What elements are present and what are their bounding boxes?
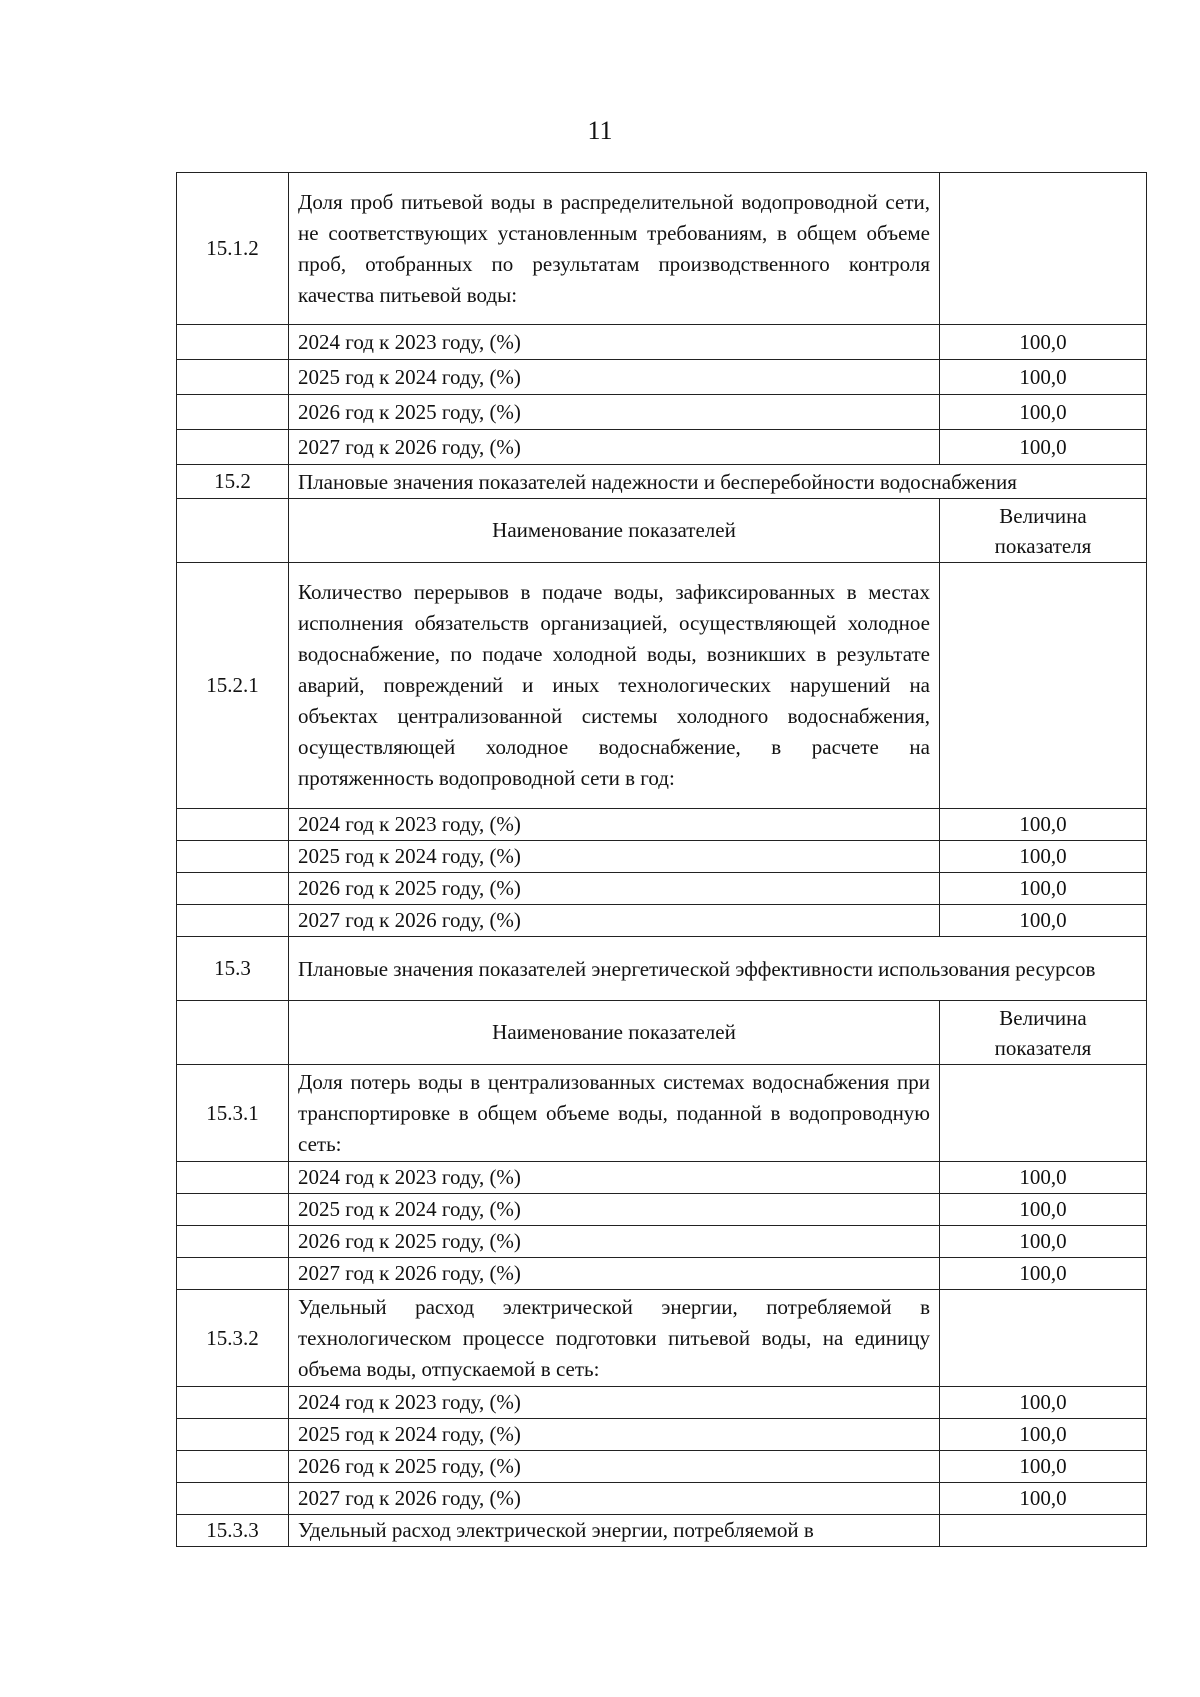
year-label: 2025 год к 2024 году, (%) [289,1194,940,1226]
row-number [177,1451,289,1483]
year-label: 2024 год к 2023 году, (%) [289,1162,940,1194]
year-label: 2024 год к 2023 году, (%) [289,1387,940,1419]
table-row [177,873,1147,905]
row-number [177,1258,289,1290]
row-number [177,1387,289,1419]
table-row [177,1162,1147,1194]
year-label: 2027 год к 2026 году, (%) [289,430,940,465]
indicator-value [940,1290,1147,1387]
year-label: 2026 год к 2025 году, (%) [289,873,940,905]
indicator-name: Количество перерывов в подаче воды, зафиксированных в местах исполнения обязательств организацией, осуществляющей холодное водоснабжение, по подаче холодной воды, возникших в результате аварий, повреждений и иных технологических нарушений на объектах централизованной системы холодного водоснабжения, осуществляющей холодное водоснабжение, в расчете на протяженность водопроводной сети в год: [289,563,940,809]
indicator-value: 100,0 [940,873,1147,905]
row-number [177,905,289,937]
row-number [177,841,289,873]
section-row [177,465,1147,499]
table-row [177,360,1147,395]
table-row [177,1483,1147,1515]
row-number [177,873,289,905]
year-label: 2025 год к 2024 году, (%) [289,841,940,873]
indicator-value: 100,0 [940,395,1147,430]
year-label: 2026 год к 2025 году, (%) [289,395,940,430]
column-header-name: Наименование показателей [289,1001,940,1065]
indicators-table [176,172,1147,1547]
indicator-value: 100,0 [940,1451,1147,1483]
indicator-value [940,1515,1147,1547]
year-label: 2024 год к 2023 году, (%) [289,325,940,360]
year-label: 2027 год к 2026 году, (%) [289,1483,940,1515]
year-label: 2027 год к 2026 году, (%) [289,905,940,937]
indicator-value: 100,0 [940,360,1147,395]
section-number: 15.3 [177,937,289,1001]
row-number [177,499,289,563]
section-row [177,937,1147,1001]
table-row [177,325,1147,360]
indicator-name: Доля потерь воды в централизованных системах водоснабжения при транспортировке в общем объеме воды, поданной в водопроводную сеть: [289,1065,940,1162]
column-header-name: Наименование показателей [289,499,940,563]
table-row [177,1387,1147,1419]
table-row [177,1065,1147,1162]
row-number [177,360,289,395]
table-row [177,841,1147,873]
year-label: 2025 год к 2024 году, (%) [289,360,940,395]
indicator-value: 100,0 [940,1419,1147,1451]
section-title: Плановые значения показателей надежности и бесперебойности водоснабжения [289,465,1147,499]
indicator-value: 100,0 [940,1483,1147,1515]
row-number [177,395,289,430]
table-row [177,395,1147,430]
row-number [177,1162,289,1194]
table-row [177,1258,1147,1290]
row-number [177,1194,289,1226]
indicator-name: Удельный расход электрической энергии, потребляемой в технологическом процессе подготовки питьевой воды, на единицу объема воды, отпускаемой в сеть: [289,1290,940,1387]
year-label: 2025 год к 2024 году, (%) [289,1419,940,1451]
row-number: 15.3.3 [177,1515,289,1547]
row-number [177,325,289,360]
table-row [177,173,1147,325]
indicator-value: 100,0 [940,430,1147,465]
table-row [177,1194,1147,1226]
indicator-value [940,563,1147,809]
year-label: 2024 год к 2023 году, (%) [289,809,940,841]
column-header-row [177,499,1147,563]
indicator-value [940,173,1147,325]
indicator-value: 100,0 [940,1162,1147,1194]
indicator-value [940,1065,1147,1162]
column-header-value: Величина показателя [940,1001,1147,1065]
indicator-value: 100,0 [940,1226,1147,1258]
table-row [177,1290,1147,1387]
row-number [177,1226,289,1258]
column-header-row [177,1001,1147,1065]
year-label: 2026 год к 2025 году, (%) [289,1451,940,1483]
row-number [177,809,289,841]
year-label: 2026 год к 2025 году, (%) [289,1226,940,1258]
section-number: 15.2 [177,465,289,499]
table-row [177,563,1147,809]
table-row [177,1451,1147,1483]
row-number [177,430,289,465]
row-number [177,1483,289,1515]
indicator-name: Удельный расход электрической энергии, потребляемой в [289,1515,940,1547]
row-number [177,1419,289,1451]
section-title: Плановые значения показателей энергетической эффективности использования ресурсов [289,937,1147,1001]
indicator-value: 100,0 [940,1194,1147,1226]
table-row [177,1419,1147,1451]
table-row [177,430,1147,465]
year-label: 2027 год к 2026 году, (%) [289,1258,940,1290]
row-number: 15.1.2 [177,173,289,325]
table-row [177,905,1147,937]
row-number: 15.2.1 [177,563,289,809]
table-row [177,1226,1147,1258]
indicator-value: 100,0 [940,1258,1147,1290]
indicator-value: 100,0 [940,809,1147,841]
indicator-value: 100,0 [940,325,1147,360]
indicator-value: 100,0 [940,1387,1147,1419]
table-row [177,809,1147,841]
table-row [177,1515,1147,1547]
indicator-value: 100,0 [940,905,1147,937]
column-header-value: Величина показателя [940,499,1147,563]
row-number: 15.3.2 [177,1290,289,1387]
indicator-name: Доля проб питьевой воды в распределительной водопроводной сети, не соответствующих установленным требованиям, в общем объеме проб, отобранных по результатам производственного контроля качества питьевой воды: [289,173,940,325]
row-number: 15.3.1 [177,1065,289,1162]
page-number: 11 [587,116,613,145]
row-number [177,1001,289,1065]
indicator-value: 100,0 [940,841,1147,873]
